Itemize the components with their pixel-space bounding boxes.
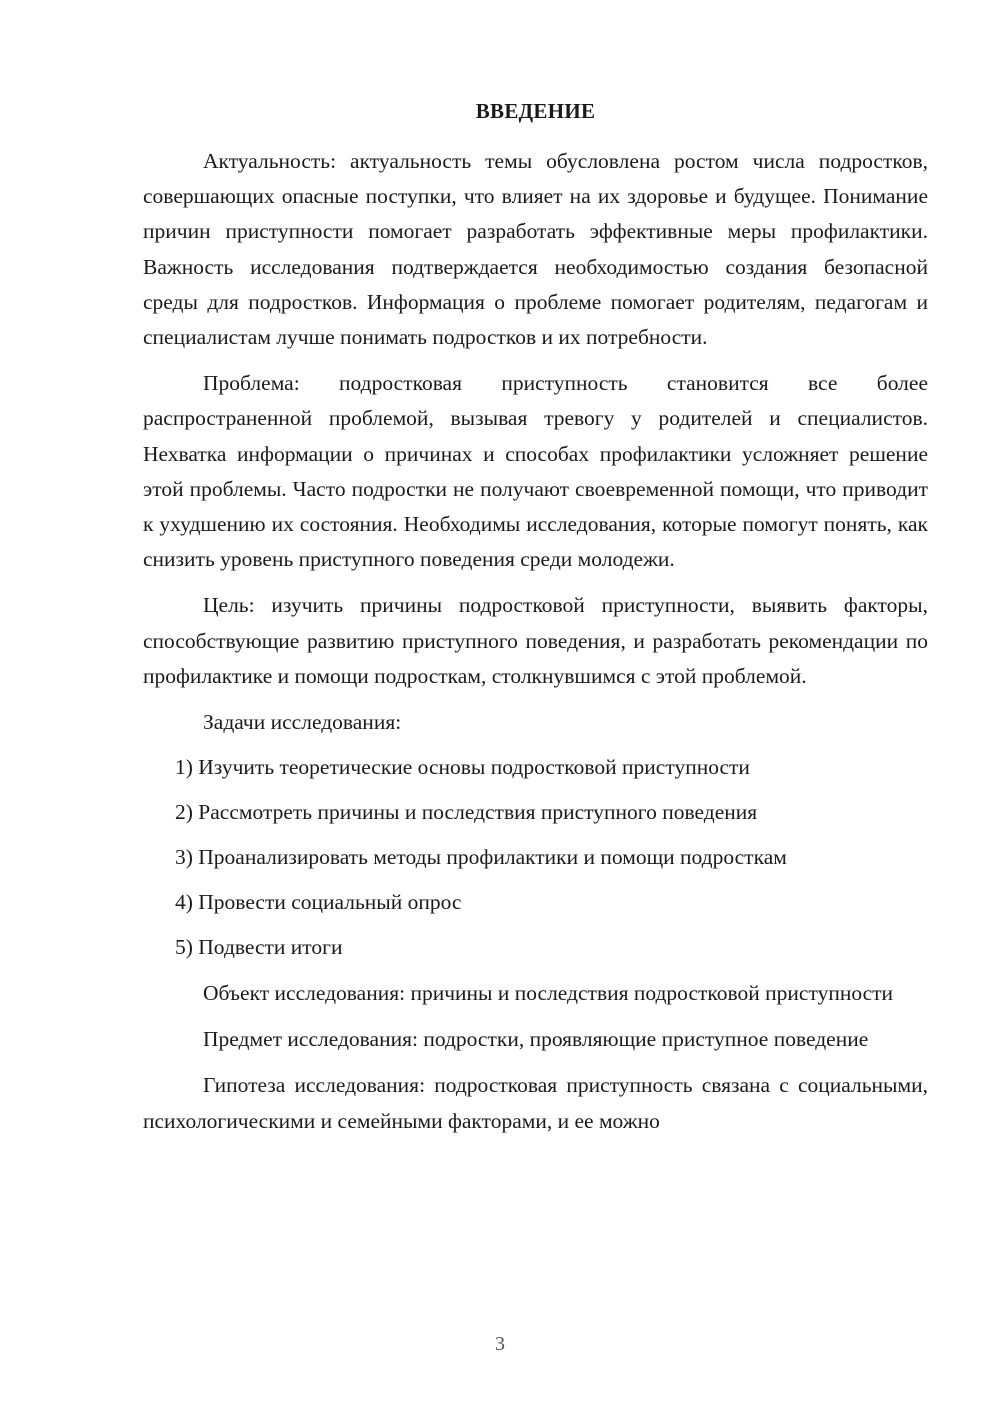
hypothesis-paragraph: Гипотеза исследования: подростковая приступность связана с социальными, психологическими и семейными факторами, и ее можно <box>143 1073 928 1133</box>
task-item: 4) Провести социальный опрос <box>175 890 462 915</box>
tasks-label: Задачи исследования: <box>203 710 402 735</box>
goal-paragraph: Цель: изучить причины подростковой приступности, выявить факторы, способствующие развитию приступного поведения, и разработать рекомендации по профилактике и помощи подросткам, столкнувшимся с этой проблемой. <box>143 593 928 688</box>
page-number: 3 <box>495 1333 505 1355</box>
section-heading: ВВЕДЕНИЕ <box>475 99 596 123</box>
problem-paragraph: Проблема: подростковая приступность становится все более распространенной проблемой, вызывая тревогу у родителей и специалистов. Нехватка информации о причинах и способах профилактики усложняет решение этой проблемы. Часто подростки не получают своевременной помощи, что приводит к ухудшению их состояния. Необходимы исследования, которые помогут понять, как снизить уровень приступного поведения среди молодежи. <box>143 371 928 572</box>
subject-paragraph: Предмет исследования: подростки, проявляющие приступное поведение <box>203 1027 869 1052</box>
task-item: 5) Подвести итоги <box>175 935 343 960</box>
task-item: 2) Рассмотреть причины и последствия приступного поведения <box>175 800 758 825</box>
task-item: 3) Проанализировать методы профилактики и помощи подросткам <box>175 845 787 870</box>
task-item: 1) Изучить теоретические основы подростковой приступности <box>175 755 750 780</box>
relevance-paragraph: Актуальность: актуальность темы обусловлена ростом числа подростков, совершающих опасные поступки, что влияет на их здоровье и будущее. Понимание причин приступности помогает разработать эффективные меры профилактики. Важность исследования подтверждается необходимостью создания безопасной среды для подростков. Информация о проблеме помогает родителям, педагогам и специалистам лучше понимать подростков и их потребности. <box>143 149 928 350</box>
tasks-list <box>143 750 928 965</box>
object-paragraph: Объект исследования: причины и последствия подростковой приступности <box>203 981 894 1006</box>
page-content <box>143 96 928 1139</box>
